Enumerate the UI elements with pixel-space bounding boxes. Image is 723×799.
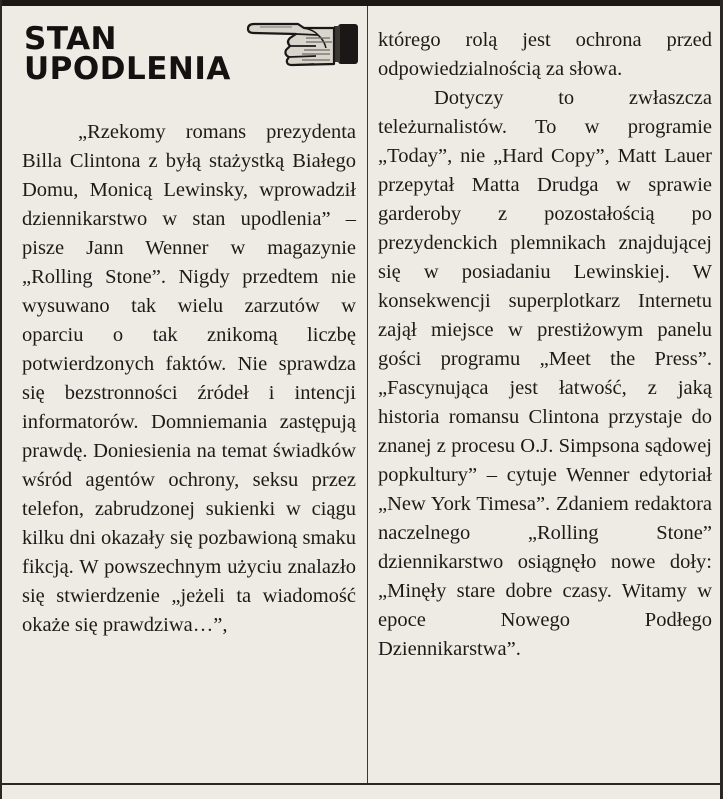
headline-line-2: UPODLENIA (24, 51, 231, 87)
pointing-hand-icon (246, 18, 360, 70)
left-paragraph-1: „Rzekomy romans prezydenta Billa Clintona z byłą stażystką Białego Domu, Monicą Lewinsky, wprowadził dziennikarstwo w stan upodlenia” – pisze Jann Wenner w magazynie „Rolling Stone”. Nigdy przedtem nie wysuwano tak wielu zarzutów w oparciu o tak znikomą liczbę potwierdzonych faktów. Nie sprawdza się bezstronności źródeł i intencji informatorów. Domniemania zastępują prawdę. Doniesienia na temat świadków wśród agentów ochrony, seksu przez telefon, zabrudzonej sukienki w ciągu kilku dni okazały się pozbawioną smaku fikcją. W powszechnym użyciu znalazło się stwierdzenie „jeżeli ta wiadomość okaże się prawdziwa…”, (22, 121, 356, 636)
left-column (22, 118, 356, 640)
right-paragraph-1-end: którego rolą jest ochrona przed odpowiedzialnością za słowa. (378, 29, 712, 80)
headline-line-1: STAN (24, 21, 118, 57)
frame-bottom-border (0, 783, 723, 785)
top-rule (0, 0, 723, 6)
right-column (378, 26, 712, 664)
column-divider (367, 6, 368, 783)
article-headline (24, 21, 231, 87)
frame-left-border (0, 0, 2, 799)
right-paragraph-2: Dotyczy to zwłaszcza teleżurnalistów. To w programie „Today”, nie „Hard Copy”, Matt Lauer przepytał Matta Drudga w sprawie garderoby z pozostałością po prezydenckich plemnikach znajdującej się w posiadaniu Lewinskiej. W konsekwencji superplotkarz Internetu zajął miejsce w prestiżowym panelu gości programu „Meet the Press”. „Fascynująca jest łatwość, z jaką historia romansu Clintona przystaje do znanej z procesu O.J. Simpsona sądowej popkultury” – cytuje Wenner edytoriał „New York Timesa”. Zdaniem redaktora naczelnego „Rolling Stone” dziennikarstwo osiągnęło nowe doły: „Minęły stare dobre czasy. Witamy w epoce Nowego Podłego Dziennikarstwa”. (378, 87, 712, 660)
